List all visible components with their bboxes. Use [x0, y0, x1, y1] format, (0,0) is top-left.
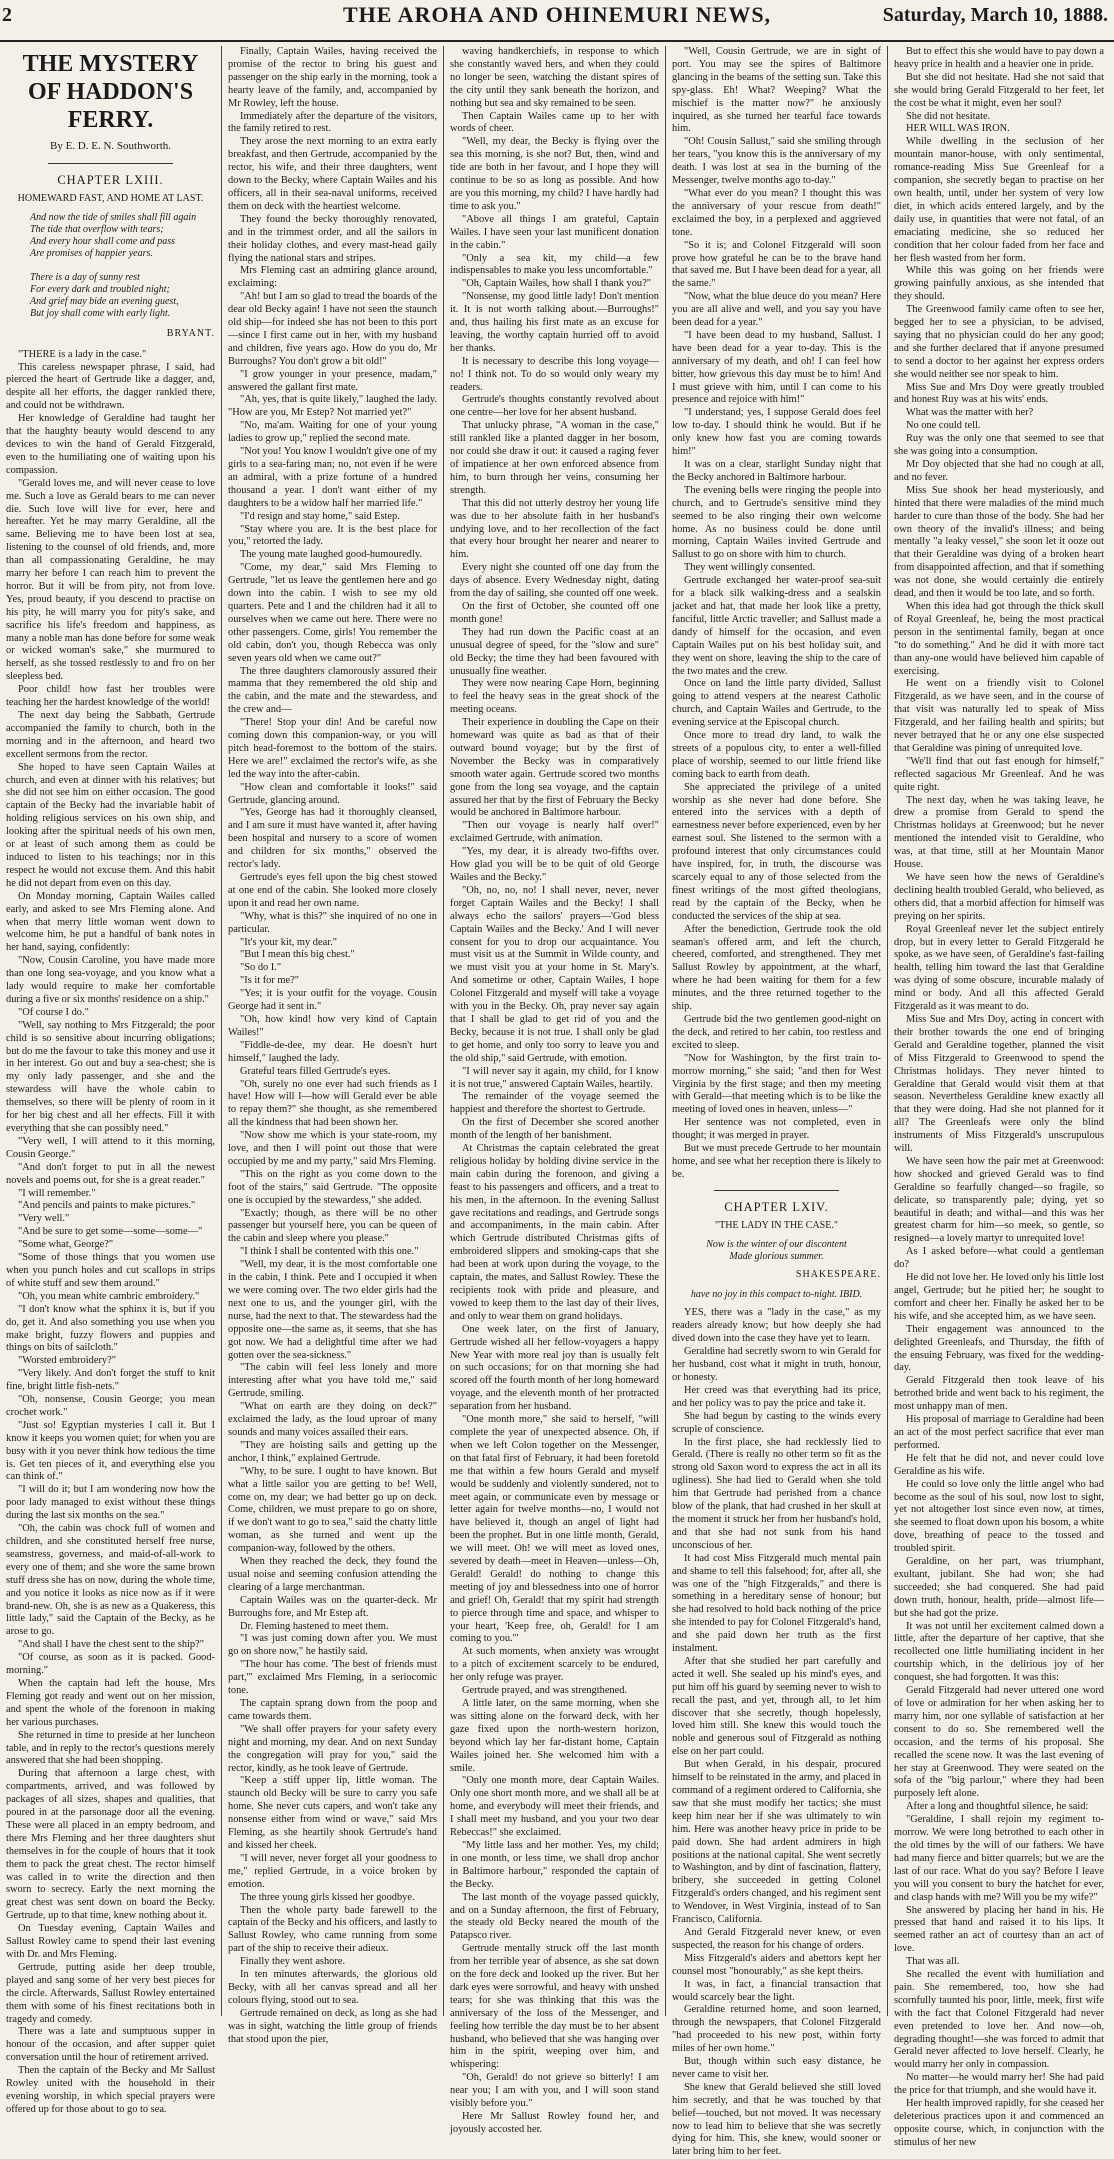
paragraph: The remainder of the voyage seemed the happiest and therefore the shortest to Gertrude. [450, 1091, 659, 1116]
paragraph: The next day being the Sabbath, Gertrude accompanied the family to church, both in the morning and in the afternoon, and heard two excellent sermons from the rector. [6, 710, 215, 760]
paragraph: While dwelling in the seclusion of her mountain manor-house, with only sentimental, romance-reading Miss Sue Greenleaf for a companion, she secretly began to practise on her own health, until, under her system of very low diet, in which acids entered largely, and by the daily use, in quantities that were not fatal, of an emaciating medicine, she so reduced her condition that her colour faded from her face and her flesh wasted from her form. [894, 136, 1104, 264]
paragraph: "Fiddle-de-dee, my dear. He doesn't hurt himself," laughed the lady. [228, 1039, 437, 1064]
paragraph: Poor child! how fast her troubles were teaching her the hardest knowledge of the world! [6, 684, 215, 709]
paragraph: After the benediction, Gertrude took the old seaman's offered arm, and left the church, cheered, comforted, and strengthened. They met Sallust Rowley by appointment, at the wharf, where he had been waiting for them for a few minutes, and the three returned together to the ship. [672, 923, 881, 1013]
column-3-body [450, 46, 659, 2137]
paragraph: Her sentence was not completed, even in thought; it was merged in prayer. [672, 1117, 881, 1142]
paragraph: That unlucky phrase, "A woman in the case," still rankled like a planted dagger in her bosom, nor could she draw it out: it caused a raging fever of impatience at her own enforced absence from him, to burn through her veins, consuming her strength. [450, 420, 659, 496]
paragraph: "Oh! Cousin Sallust," said she smiling through her tears, "you know this is the anniversary of my death. I was lost at sea in the burning of the Messenger, twelve months ago to-day." [672, 136, 881, 187]
paragraph: Immediately after the departure of the visitors, the family retired to rest. [228, 110, 437, 135]
paragraph: "Worsted embroidery?" [18, 1355, 116, 1367]
paragraph: "I think I shall be contented with this one." [240, 1246, 419, 1258]
paragraph: "Well, my dear, the Becky is flying over the sea this morning, is she not? But, then, wind and tide are both in her favour, and I hope they will continue to be so as long as possible. And how are you this morning, my child? I have hardly had time to ask you." [450, 136, 659, 212]
paragraph: "Only one month more, dear Captain Wailes. Only one short month more, and we shall all be at home, and everybody will meet their friends, and I shall meet my husband, and you your two dear Rebeccas!" she exclaimed. [450, 1775, 659, 1839]
paragraph: "I understand; yes, I suppose Gerald does feel low to-day. I should think he would. But if he only knew how fast you are coming towards him!" [672, 407, 881, 458]
paragraph: They arose the next morning to an extra early breakfast, and then Gertrude, accompanied by the rector, his wife, and their three daughters, went down to the Becky, where Captain Wailes and his officers, all in their sea-naval uniforms, received them on deck with the heartiest welcome. [228, 136, 437, 212]
paragraph: "The cabin will feel less lonely and more interesting after what you have told me," said Gertrude, smiling. [228, 1362, 437, 1400]
paragraph: She knew that Gerald believed she still loved him secretly, and that he was touched by that belief—touched, but not moved. It was necessary now to lead him to believe that she was secretly dying for him. This, she knew, would sooner or later bring him to her feet. [672, 2081, 881, 2158]
paragraph: "Now, what the blue deuce do you mean? Here you are all alive and well, and you say you have been dead for a year." [672, 291, 881, 329]
paragraph: "And shall I have the chest sent to the ship?" [18, 1639, 204, 1651]
paragraph: "I'd resign and stay home," said Estep. [240, 510, 400, 522]
paragraph: Once on land the little party divided, Sallust going to attend vespers at the nearest Catholic church, and Captain Wailes and Gertrude, to the evening service at the Episcopal church. [672, 678, 881, 729]
paragraph: When they reached the deck, they found the usual noise and seeming confusion attending the clearing of a large merchantman. [228, 1556, 437, 1593]
paragraph: But when Gerald, in his despair, procured himself to be reinstated in the army, and placed in command of a regiment ordered to California, she saw that she must modify her tactics; she must keep him near her if she was ultimately to win him. Here was another heavy price in pride to be paid down. She had ardent admirers in high positions at the national capital. She went secretly to Washington, and by dint of fascination, flattery, bribery, she succeeded in getting Colonel Fitzgerald's orders changed, and his regiment sent to Wendover, in West Virginia, instead of to San Francisco, California. [672, 1759, 881, 1926]
paragraph: "Oh, no, no, no! I shall never, never, never forget Captain Wailes and the Becky! I shall always echo the sailors' prayers—'God bless Captain Wailes and the Becky.' And I will never consent for you to drop our acquaintance. You must visit us at the Summit in Wilde county, and we must visit you at your home in St. Mary's. And sometime or other, Captain Wailes, I hope Colonel Fitzgerald and myself will take a voyage with you in the Becky. Oh, pray never say again that I shall be glad to get rid of you and the Becky, because it is not true. I shall only be glad to get home, and only too sorry to leave you and the old ship," said Gertrude, with emotion. [450, 884, 659, 1064]
chapter-64-body [672, 1307, 881, 2159]
paragraph: They found the becky thoroughly renovated, and in the trimmest order, and all the sailors in their holiday clothes, and every mast-head gaily flying the national stars and stripes. [228, 213, 437, 264]
paragraph: Geraldine returned home, and soon learned, through the newspapers, that Colonel Fitzgerald "had proceeded to his new post, within forty miles of her own home." [672, 2004, 881, 2055]
chapter-heading: CHAPTER LXIV. [724, 1199, 829, 1214]
paragraph: "Oh, how kind! how very kind of Captain Wailes!" [228, 1013, 437, 1038]
paragraph: The evening bells were ringing the people into church, and to Gertrude's sensitive mind they seemed to be also ringing their own welcome home. As no business could be done until morning, Captain Wailes invited Gertrude and Sallust to go on shore with him to church. [672, 484, 881, 561]
divider [714, 1190, 839, 1191]
paragraph: "What on earth are they doing on deck?" exclaimed the lady, as the loud uproar of many sounds and many voices assailed their ears. [228, 1401, 437, 1438]
paragraph: Miss Sue and Mrs Doy, acting in concert with their brother towards the one end of bringing Gerald and Geraldine together, planned the visit of Miss Fitzgerald to Greenwood to spend the Christmas holidays. They never hinted to Geraldine that Gerald would visit them at that season. Nevertheless Geraldine knew exactly all that they were doing. Had she not planned for it all? The Greenleafs were only the blind instruments of Miss Fitzgerald's unscrupulous will. [894, 1013, 1104, 1155]
paragraph: He did not love her. He loved only his little lost angel, Gertrude; but he pitied her; he sought to comfort and cheer her. Finally he asked her to be his wife, and she accepted him, as we have seen. [894, 1272, 1104, 1322]
paragraph: "Exactly; though, as there will be no other passenger but yourself here, you can be queen of the cabin and sleep where you please." [228, 1207, 437, 1245]
paragraph: Mr Doy objected that she had no cough at all, and no fever. [894, 459, 1104, 483]
page-number: 2 [2, 4, 12, 26]
paragraph: Finally they went ashore. [240, 1956, 346, 1968]
paragraph: Finally, Captain Wailes, having received the promise of the rector to bring his guest and passenger on the ship early in the morning, took a hearty leave of the family, and, accompanied by Mr Rowley, left the house. [228, 46, 437, 109]
paragraph: He felt that he did not, and never could love Geraldine as his wife. [894, 1452, 1104, 1477]
paragraph: Royal Greenleaf never let the subject entirely drop, but in every letter to Gerald Fitzgerald he spoke, as we have seen, of Geraldine's fast-failing health, telling him toward the last that Geraldine was dying of some obscure, incurable malady of mind or body. And all this affected Gerald Fitzgerald as it was meant to do. [894, 923, 1104, 1013]
column-3 [444, 46, 666, 2135]
paragraph: That was all. [906, 1956, 960, 1968]
paragraph: "We'll find that out fast enough for himself," reflected sagacious Mr Greenleaf. And he was quite right. [894, 755, 1104, 793]
paragraph: What was the matter with her? [906, 407, 1034, 419]
paragraph: "Oh, nonsense, Cousin George; you mean crochet work." [6, 1394, 215, 1418]
paragraph: At Christmas the captain celebrated the great religious holiday by holding divine service in the main cabin during the forenoon, and giving a feast to his passengers and officers, and a treat to his men, in the afternoon. In the evening Sallust gave recitations and readings, and Gertrude songs and accompaniments, in the main cabin. After which Gertrude distributed Christmas gifts of embroidered slippers and smoking-caps that she had been at work upon during the voyage, to the captain, the mates, and Sallust Rowley. These the recipients took with pride and pleasure, and vowed to keep them to the last day of their lives, and only to wear them on grand holidays. [450, 1143, 659, 1322]
paragraph: The Greenwood family came often to see her, begged her to see a physician, to be advised, saying that no physician could do her any good; and she further declared that if anyone presumed to send a doctor to her against her express orders she would neither see nor speak to him. [894, 304, 1104, 380]
paragraph: "Now for Washington, by the first train to-morrow morning," she said; "and then for West Virginia by the first stage; and then my meeting with Gerald—that meeting which is to be like the meeting of loved ones in heaven, unless—" [672, 1052, 881, 1116]
paragraph: It had cost Miss Fitzgerald much mental pain and shame to tell this falsehood; for, after all, she was one of the "high Fitzgeralds," and there is something in a hereditary sense of honour; but she had resolved to hold back nothing of the price she intended to pay for Colonel Fitzgerald's hand, and she paid down her truth as the first instalment. [672, 1552, 881, 1655]
paragraph: A little later, on the same morning, when she was sitting alone on the forward deck, with her gaze fixed upon the north-western horizon, beyond which lay her far-distant home, Captain Wailes joined her. She welcomed him with a smile. [450, 1698, 659, 1774]
newspaper-title: THE AROHA AND OHINEMURI NEWS, [342, 2, 772, 27]
paragraph: She hoped to have seen Captain Wailes at church, and even at dinner with his relatives; but she did not see him on either occasion. The good captain of the Becky had the invariable habit of holding religious services on his own ship, and looking after the spiritual needs of his own men, or at least of such among them as could be induced to listen to his teachings; nor in this respect he would not excuse them. And this habit he did not depart from even on this day. [6, 761, 215, 889]
paragraph: "Well, Cousin Gertrude, we are in sight of port. You may see the spires of Baltimore glancing in the beams of the setting sun. Take this spy-glass. Eh! What? Weeping? What the mischief is the matter now?" he anxiously inquired, as she turned her tearful face towards him. [672, 46, 881, 135]
paragraph: Then the whole party bade farewell to the captain of the Becky and his officers, and lastly to Sallust Rowley, who came running from some part of the ship to receive their adieux. [228, 1904, 437, 1955]
paragraph: She answered by placing her hand in his. He pressed that hand and raised it to his lips. It seemed rather an act of courtesy than an act of love. [894, 1904, 1104, 1955]
paragraph: "And be sure to get some—some—some—" [18, 1226, 203, 1238]
paragraph: "Not you! You know I wouldn't give one of my girls to a sea-faring man; no, not even if he were an admiral, with a prize fortune of a hundred thousand a year. I don't want either of my daughters to be a widow half her married life." [228, 446, 437, 509]
paragraph: She returned in time to preside at her luncheon table, and in reply to the rector's questions merely answered that she had been shopping. [6, 1729, 215, 1767]
paragraph: "Then our voyage is nearly half over!" exclaimed Gertrude, with animation. [450, 820, 659, 845]
paragraph: Her knowledge of Geraldine had taught her that the haughty beauty would descend to any devices to win the hand of Gerald Fitzgerald, even to the humiliating one of waiting upon his compassion. [6, 413, 215, 476]
paragraph: That this did not utterly destroy her young life was due to her absolute faith in her husband's undying love, and to her recollection of the fact that every hour brought her nearer and nearer to him. [450, 497, 659, 561]
paragraph: She did not hesitate. [906, 110, 991, 122]
paragraph: "Ah! but I am so glad to tread the boards of the dear old Becky again! I have not seen the staunch old ship—for indeed she has not been to this port—since I first came out in her, with my husband and children, five years ago. How do you do, Mr Burroughs? You don't grow a bit old!" [228, 291, 437, 367]
paragraph: "Now, Cousin Caroline, you have made more than one long sea-voyage, and you know what a lady would require to make her comfortable during a five or six months' residence on a ship." [6, 955, 215, 1005]
paragraph: "No, ma'am. Waiting for one of your young ladies to grow up," replied the second mate. [228, 420, 437, 445]
paragraph: But she did not hesitate. Had she not said that she would bring Gerald Fitzgerald to her feet, let the cost be what it might, even her soul? [894, 71, 1104, 109]
paragraph: The last month of the voyage passed quickly, and on a Sunday afternoon, the first of February, the steady old Becky neared the mouth of the Patapsco river. [450, 1891, 659, 1942]
paragraph: "But I mean this big chest." [240, 949, 355, 961]
paragraph: Dr. Fleming hastened to meet them. [240, 1620, 389, 1632]
paragraph: YES, there was a "lady in the case," as my readers already know; but how deeply she had dived down into the case they have yet to learn. [672, 1307, 881, 1345]
paragraph: "This on the right as you come down to the foot of the stairs," said Gertrude. "The opposite one is occupied by the stewardess," she added. [228, 1168, 437, 1206]
column-1 [0, 46, 222, 2115]
paragraph: Gertrude's eyes fell upon the big chest stowed at one end of the cabin. She looked more closely upon it and read her own name. [228, 872, 437, 909]
paragraph: Miss Sue shook her head mysteriously, and hinted that there were maladies of the mind much harder to cure than those of the body. She had her own theory of the invalid's illness; and being mentally "a leaky vessel," she soon let it ooze out that their Geraldine was dying of a broken heart from disappointed affection, and that if something was not done, she would certainly die entirely dead, and then it would be too late, and so forth. [894, 484, 1104, 600]
column-1-body [6, 349, 215, 2117]
paragraph: But, though within such easy distance, he never came to visit her. [672, 2056, 881, 2080]
paragraph: waving handkerchiefs, in response to which she constantly waved hers, and when they could no longer be seen, watching the distant spires of the city until they sank beneath the horizon, and nothing but sea and sky remained to be seen. [450, 46, 659, 109]
paragraph: The three young girls kissed her goodbye. [240, 1891, 415, 1903]
paragraph: "Keep a stiff upper lip, little woman. The staunch old Becky will be sure to carry you safe home. She never cuts capers, and won't take any nonsense either from wind or wave," said Mrs Fleming, as she heartily shook Gertrude's hand and kissed her cheek. [228, 1775, 437, 1851]
paragraph: "Of course I do." [18, 1006, 89, 1018]
byline: By E. D. E. N. Southworth. [50, 140, 171, 152]
paragraph: Gertrude mentally struck off the last month from her terrible year of absence, as she sat down on the fore deck and looked up the river. But her dark eyes were sorrowful, and heavy with unshed tears; for she was thinking that this was the anniversary of the loss of the Messenger, and feeling how terrible the day must be to her absent husband, who believed that she was hanging over him in the spirit, weeping over him, and whispering: [450, 1943, 659, 2071]
quote-author: SHAKESPEARE. [795, 1268, 881, 1280]
paragraph: Here Mr Sallust Rowley found her, and joyously accosted her. [450, 2111, 659, 2135]
paragraph: Gertrude, putting aside her deep trouble, played and sang some of her very best pieces for the circle. Afterwards, Sallust Rowley entertained them with some of his finest recitations both in tragedy and comedy. [6, 1961, 215, 2025]
columns [0, 46, 1114, 2158]
column-5-body [894, 46, 1104, 2150]
paragraph: "Some what, George?" [18, 1239, 114, 1251]
paragraph: As I asked before—what could a gentleman do? [894, 1246, 1104, 1271]
paragraph: Gertrude's thoughts constantly revolved about one centre—her love for her absent husband. [450, 394, 659, 419]
paragraph: "We shall offer prayers for your safety every night and morning, my dear. And on next Sunday the congregation will pray for you," said the rector, kindly, as he took leave of Gertrude. [228, 1723, 437, 1774]
paragraph: Every night she counted off one day from the days of absence. Every Wednesday night, dating from the day of sailing, she counted off one week. [450, 562, 659, 600]
paragraph: "Ah, yes, that is quite likely," laughed the lady. "How are you, Mr Estep? Not married yet?" [228, 394, 437, 419]
paragraph: Ruy was the only one that seemed to see that she was going into a consumption. [894, 433, 1104, 458]
paragraph: "Just so! Egyptian mysteries I call it. But I know it keeps you women quiet; for when you are busy with it you never think how tedious the time is. Get ten pieces of it, and everything else you can think of." [6, 1419, 215, 1483]
paragraph: "The hour has come. 'The best of friends must part,'" exclaimed Mrs Fleming, in a seriocomic tone. [228, 1659, 437, 1697]
chapter-subhead: HOMEWARD FAST, AND HOME AT LAST. [17, 192, 204, 204]
paragraph: "And don't forget to put in all the newest novels and poems out, for she is a great reader." [6, 1161, 215, 1186]
paragraph: He could so love only the little angel who had become as the soul of his soul, now lost to sight, yet not altogether lost since even now, at times, she seemed to float down upon his bosom, a white dove, breathing of peace to the tossed and troubled spirit. [894, 1478, 1104, 1555]
paragraph: "Yes; it is your outfit for the voyage. Cousin George had it sent in." [228, 988, 437, 1013]
paragraph: Then the captain of the Becky and Mr Sallust Rowley united with the household in their evening worship, in which special prayers were offered up for those about to go to sea. [6, 2065, 215, 2115]
paragraph: The three daughters clamorously assured their mamma that they remembered the old ship and the cabin, and the mate and the stewardess, and the crew and— [228, 665, 437, 716]
paragraph: He went on a friendly visit to Colonel Fitzgerald, as we have seen, and in the course of that visit was naturally led to speak of Miss Fitzgerald, and her failing health and spirits; but never betrayed that he or any one else suspected that Geraldine was pining of unrequited love. [894, 678, 1104, 754]
paragraph: They had run down the Pacific coast at an unusual degree of speed, for the "slow and sure" old Becky; the time they had been favoured with unusually fine weather. [450, 626, 659, 677]
paragraph: One week later, on the first of January, Gertrude wished all her fellow-voyagers a happy New Year with more real joy than is usually felt on such occasions; for on that morning she had scored off the fourth month of her long homeward voyage, and the eleventh month of her protracted separation from her husband. [450, 1323, 659, 1413]
paragraph: "Oh, you mean white cambric embroidery." [18, 1290, 200, 1302]
column-5 [888, 46, 1110, 2148]
paragraph: "How clean and comfortable it looks!" said Gertrude, glancing around. [228, 781, 437, 806]
paragraph: "Well, my dear, it is the most comfortable one in the cabin, I think. Pete and I occupied it when we were coming over. The two elder girls had the next one to us, and the younger girl, with the nurse, had the next to that. The stewardess had the opposite one—the same as, it seems, that she has got now. We had a delightful time after we had gotten over the sea-sickness." [228, 1259, 438, 1361]
paragraph: No matter—he would marry her! She had paid the price for that triumph, and she would have it. [894, 2072, 1104, 2097]
paragraph: "Is it for me?" [240, 975, 299, 987]
paragraph: In the first place, she had recklessly lied to Gerald. (There is really no other term so fit as the strong old Saxon word to express the act in all its ugliness). She had lied to Gerald when she told him that Gertrude had perished from a chance blow of the plank, that had crushed in her skull at the moment it struck her from her husband's hold, and that she had not sunk from his hand unconscious of her. [672, 1436, 881, 1551]
paragraph: Captain Wailes was on the quarter-deck. Mr Burroughs fore, and Mr Estep aft. [228, 1594, 437, 1619]
paragraph: It was, in fact, a financial transaction that would scarcely bear the light. [672, 1978, 881, 2003]
paragraph: At such moments, when anxiety was wrought to a pitch of excitement scarcely to be endured, her only refuge was prayer. [450, 1646, 659, 1684]
paragraph: We have seen how the pair met at Greenwood: how shocked and grieved Gerald was to find Geraldine so fearfully changed—so fragile, so delicate, so transparently pale; dying, yet so beautiful in death; and withal—and this was her greatest charm for him—so meek, so gentle, so resigned—a lovely martyr to unrequited love! [894, 1155, 1104, 1245]
paragraph: Geraldine had secretly sworn to win Gerald for her husband, cost what it might in truth, honour, or honesty. [672, 1346, 881, 1383]
paragraph: It is necessary to describe this long voyage—no! I think not. To do so would only weary my readers. [450, 355, 659, 393]
paragraph: "So do I." [240, 962, 282, 974]
paragraph: "What ever do you mean? I thought this was the anniversary of your rescue from death!" exclaimed the boy, in a perplexed and aggrieved tone. [672, 187, 881, 238]
paragraph: They went willingly consented. [684, 562, 816, 574]
verse-author: BRYANT. [166, 327, 215, 339]
paragraph: On the first of October, she counted off one month gone! [450, 600, 659, 625]
paragraph: She recalled the event with humiliation and pain. She remembered, too, how she had scornfully taunted his poor, little, meek, first wife with the fact that Colonel Fitzgerald had never even pretended to love her. And now—oh, degrading thought!—she was forced to admit that Gerald never affected to love herself. Clearly, he would marry her only in compassion. [894, 1969, 1104, 2071]
paragraph: "So it is; and Colonel Fitzgerald will soon prove how grateful he can be to the brave hand that saved me. But I have been dead for a year, all the same." [672, 239, 881, 290]
paragraph: "I will remember." [18, 1187, 96, 1199]
paragraph: Miss Fitzgerald's aiders and abettors kept her counsel most "honourably," as she kept theirs. [672, 1952, 881, 1977]
paragraph: His proposal of marriage to Geraldine had been an act of the most perfect sacrifice that ever man performed. [894, 1414, 1104, 1451]
paragraph: The captain sprang down from the poop and came towards them. [228, 1698, 437, 1722]
paragraph: "I will never say it again, my child, for I know it is not true," answered Captain Wailes, heartily. [450, 1065, 659, 1090]
paragraph: "Of course, as soon as it is packed. Good-morning." [6, 1652, 215, 1677]
paragraph: Gertrude bid the two gentlemen good-night on the deck, and retired to her cabin, too restless and excited to sleep. [672, 1013, 881, 1051]
masthead [0, 0, 1114, 42]
paragraph: She appreciated the privilege of a united worship as she never had done before. She entered into the services with a depth of earnestness never before experienced, even by her earnest soul. She listened to the sermon with a profound interest that only circumstances could have inspired, for, in truth, the discourse was scarcely equal to any of those selected from the finest writings of the most gifted theologians, read by the captain of the Becky, when he conducted the services of the ship at sea. [672, 781, 881, 922]
paragraph: "I will never, never forget all your goodness to me," replied Gertrude, in a voice broken by emotion. [228, 1852, 437, 1890]
paragraph: "Only a sea kit, my child—a few indispensables to make you less uncomfortable." [450, 252, 659, 277]
paragraph: Gertrude remained on deck, as long as she had was in sight, watching the little group of friends that stood upon the pier, [228, 2007, 437, 2045]
paragraph: The next day, when he was taking leave, he drew a promise from Gerald to spend the Christmas holidays at Greenwood; but he never mentioned the intended visit to Geraldine, who was, at that time, still at her Mountain Manor House. [894, 794, 1104, 871]
paragraph: "THERE is a lady in the case." [18, 348, 147, 360]
paragraph: "Now show me which is your state-room, my love, and then I will point out those that were occupied by me and my party," said Mrs Fleming. [228, 1130, 437, 1167]
paragraph: She had begun by casting to the winds every scruple of conscience. [672, 1410, 881, 1435]
paragraph: Then Captain Wailes came up to her with words of cheer. [450, 110, 659, 135]
paragraph: "I was just coming down after you. We must go on shore now," he hastily said. [228, 1633, 437, 1658]
paragraph: While this was going on her friends were growing painfully anxious, as she intended that they should. [894, 265, 1104, 303]
paragraph: "Nonsense, my good little lady! Don't mention it. It is not worth talking about.—Burroughs!" and, thus hailing his first mate as an excuse for leaving, the worthy captain hurried off to avoid her thanks. [450, 291, 659, 354]
paragraph: Their engagement was announced to the delighted Greenleafs, and Thursday, the fifth of the ensuing February, was fixed for the wedding-day. [894, 1323, 1104, 1374]
divider [48, 163, 173, 164]
paragraph: "Above all things I am grateful, Captain Wailes. I have seen your last munificent donation in the cabin." [450, 213, 659, 251]
paragraph: "Oh, Captain Wailes, how shall I thank you?" [462, 278, 651, 290]
paragraph: Mrs Fleming cast an admiring glance around, exclaiming: [228, 265, 437, 290]
paragraph: After a long and thoughtful silence, he said: [906, 1801, 1089, 1813]
paragraph: "There! Stop your din! And be careful now coming down this companion-way, or you will pitch head-foremost to the bottom of the stairs. Here we are!" exclaimed the rector's wife, as she led the way into the after-cabin. [228, 717, 437, 780]
chapter-verse: And now the tide of smiles shall fill again The tide that overflow with tears; And every hour shall come and pass Are promises of happier years. There is a day of sunny rest For every dark and troubled night; And grief may bide an evening guest, But joy shall come with early light. [30, 211, 197, 319]
paragraph: "Oh, surely no one ever had such friends as I have! How will I—how will Gerald ever be able to repay them?" she thought, as she remembered all the kindness that had been shown her. [228, 1078, 437, 1129]
story-title: THE MYSTERY OF HADDON'S FERRY. [22, 51, 199, 133]
paragraph: "Very well." [18, 1213, 70, 1225]
chapter-quote-2: have no joy in this compact to-night. IBID. [690, 1289, 863, 1301]
paragraph: Once more to tread dry land, to walk the streets of a populous city, to enter a well-filled place of worship, seemed to our little friend like coming back to earth from death. [672, 730, 881, 780]
column-4 [666, 46, 888, 2158]
paragraph: "I grow younger in your presence, madam," answered the gallant first mate. [228, 368, 437, 393]
paragraph: "Oh, Gerald! do not grieve so bitterly! I am near you; I am with you, and I will soon stand visibly before you." [450, 2072, 659, 2110]
paragraph: "Gerald loves me, and will never cease to love me. Such a love as Gerald bears to me can never die. Such love will live for ever, here and hereafter. Yet he may marry Geraldine, all the same. Believing me to have been lost at sea, listening to the counsel of old friends, and, more than all compassionating Geraldine, he may marry her before I can reach him to prevent the horror. But it will be from pity, not from love. Yes, proud beauty, if you descend to practise on his pity, he will marry you for pity's sake, and sacrifice his life's freedom and happiness, as many a noble man has done before for some weak or wicked woman's sake," she murmured to herself, as she tossed restlessly to and fro on her sleepless bed. [6, 477, 215, 683]
paragraph: "One month more," she said to herself, "will complete the year of unexpected absence. Oh, if when we left Colon together on the Messenger, on that fatal first of February, it had been foretold me that within a few hours Gerald and myself would be suddenly and violently sundered, not to meet again, or communicate even by message or letter again for twelve months—no, I would not have believed it, though an angel of light had been the prophet. But in one little month, Gerald, we will meet. Oh! we will meet as loved ones, severed by death—meet in Heaven—unless—Oh, Gerald! Gerald! do nothing to change this meeting of joy and blessedness into one of horror and grief! Oh, Gerald! that my spirit had strength to pierce through time and space, and whisper to your heart, 'Keep free, oh, Gerald! for I am coming to you.'" [450, 1414, 659, 1645]
paragraph: In ten minutes afterwards, the glorious old Becky, with all her canvas spread and all her colours flying, stood out to sea. [228, 1969, 437, 2006]
paragraph: "Yes, George has had it thoroughly cleansed, and I am sure it must have wanted it, after having been hospital and nursery to a score of women and children for six months," observed the rector's lady. [228, 807, 437, 871]
paragraph: There was a late and sumptuous supper in honour of the occasion, and after supper quiet conversation until the hour of retirement arrived. [6, 2026, 215, 2064]
paragraph: We have seen how the news of Geraldine's declining health troubled Gerald, who believed, as others did, that a morbid affection for himself was preying on her spirits. [894, 872, 1104, 922]
paragraph: "Yes, my dear, it is already two-fifths over. How glad you will be to be quit of old George Wailes and the Becky." [450, 846, 659, 883]
chapter-subhead: "THE LADY IN THE CASE." [715, 1219, 838, 1231]
paragraph: When this idea had got through the thick skull of Royal Greenleaf, he, being the most practical person in the sentimental family, began at once "to do something." And he did it with more tact than any-one would have believed him capable of exercising. [894, 600, 1104, 677]
paragraph: Miss Sue and Mrs Doy were greatly troubled and honest Ruy was at his wits' ends. [894, 381, 1104, 406]
paragraph: On Tuesday evening, Captain Wailes and Sallust Rowley came to spend their last evening with Dr. and Mrs Fleming. [6, 1923, 215, 1960]
paragraph: This careless newspaper phrase, I said, had pierced the heart of Gertrude like a dagger, and, despite all her efforts, the dagger rankled there, and could not be withdrawn. [6, 361, 215, 412]
paragraph: Their experience in doubling the Cape on their homeward was quite as bad as that of their outward bound voyage; but by the first of November the Becky was in comparatively smooth water again. Gertrude scored two months gone from the long sea voyage, and the captain assured her that by the first of February the Becky would be anchored in Baltimore harbour. [450, 717, 659, 819]
paragraph: "I have been dead to my husband, Sallust. I have been dead for a year to-day. This is the anniversary of my death, and oh! I can feel how bitter, how grievous this day must be to him! And I must grieve with him, until I can come to his presence and rejoice with him!" [672, 329, 881, 406]
paragraph: "Why, to be sure. I ought to have known. But what a little sailor you are getting to be! Well, come on, my dear; we had better go up on deck. Come, children, we must prepare to go on shore, if we don't want to go to sea," said the chatty little woman, as she turned and went up the companion-way, followed by the others. [228, 1465, 437, 1555]
paragraph: And Gerald Fitzgerald never knew, or even suspected, the reason for his change of orders. [672, 1926, 881, 1951]
paragraph: Gertrude prayed, and was strengthened. [462, 1685, 628, 1697]
paragraph: "Stay where you are. It is the best place for you," retorted the lady. [228, 523, 437, 548]
paragraph: Grateful tears filled Gertrude's eyes. [240, 1065, 391, 1077]
paragraph: "They are hoisting sails and getting up the anchor, I think," explained Gertrude. [228, 1439, 437, 1464]
paragraph: "My little lass and her mother. Yes, my child; in one month, or less time, we shall drop anchor in Baltimore harbour," responded the captain of the Becky. [450, 1839, 659, 1890]
paragraph: The young mate laughed good-humouredly. [240, 549, 422, 561]
paragraph: "And pencils and paints to make pictures." [18, 1200, 196, 1212]
paragraph: After that she studied her part carefully and acted it well. She sealed up his mind's eyes, and put him off his guard by seeming never to wish to recall the past, and yet, through all, to let him discover that she secretly, though hopelessly, loved him still. She knew this would touch the noble and generous soul of Fitzgerald as nothing else on her part could. [672, 1655, 881, 1758]
paragraph: It was on a clear, starlight Sunday night that the Becky anchored in Baltimore harbour. [672, 459, 881, 483]
paragraph: On the first of December she scored another month of the length of her banishment. [450, 1117, 659, 1142]
chapter-heading: CHAPTER LXIII. [57, 172, 164, 187]
chapter-quote: Now is the winter of our discontent Made glorious summer. [706, 1238, 847, 1262]
paragraph: It was not until her excitement calmed down a little, after the departure of her captive, that she recollected one little humiliating incident in her courtship which, in the delirious joy of her conquest, she had forgotten. It was this: [894, 1620, 1104, 1684]
paragraph: They were now nearing Cape Horn, beginning to feel the heavy seas in the great shock of the meeting oceans. [450, 678, 659, 716]
column-2-body [228, 46, 437, 2046]
column-2 [222, 46, 444, 2045]
paragraph: HER WILL WAS IRON. [906, 123, 1010, 135]
paragraph: "Well, say nothing to Mrs Fitzgerald; the poor child is so sensitive about incurring obligations; but do me the favour to take this money and use it in her interest. Go out and buy a sea-chest; she is my only lady passenger, and she and the stewardess will have the whole cabin to themselves, so there will be plenty of room in it for her big chest and all her effects. Fill it with everything that she can possibly need." [6, 1019, 215, 1134]
paragraph: When the captain had left the house, Mrs Fleming got ready and went out on her mission, and spent the whole of the forenoon in making her various purchases. [6, 1677, 215, 1728]
paragraph: "Very well, I will attend to it this morning, Cousin George." [6, 1135, 215, 1160]
paragraph: "Some of those things that you women use when you punch holes and cut scallops in strips of white stuff and sew them around." [6, 1252, 215, 1289]
paragraph: Her health improved rapidly, for she ceased her deleterious practices upon it and commenced an opposite course, which, in conjunction with the stimulus of her new [894, 2098, 1104, 2148]
paragraph: "Very likely. And don't forget the stuff to knit fine, bright little fish-nets." [6, 1368, 215, 1393]
paragraph: Gerald Fitzgerald had never uttered one word of love or admiration for her when asking her to marry him, nor one syllable of satisfaction at her consent to do so. She remembered well the occasion, and the terms of his proposal. She recalled the scene now. It was the last evening of her stay at Greenwood. They were seated on the sofa of the "big parlour," where they had been purposely left alone. [894, 1685, 1104, 1800]
paragraph: Her creed was that everything had its price, and her policy was to pay the price and take it. [672, 1384, 881, 1409]
column-4-body [672, 46, 881, 1182]
paragraph: Gertrude exchanged her water-proof sea-suit for a black silk walking-dress and a sealskin jacket and hat, that made her look like a pretty, fanciful, little Arctic traveller; and Sallust made a dandy of himself for the occasion, and even Captain Wailes put on his best holiday suit, and they went on shore, leaving the ship to the care of the two mates and the crew. [672, 575, 881, 677]
paragraph: "Come, my dear," said Mrs Fleming to Gertrude, "let us leave the gentlemen here and go down into the cabin. I wish to see my old quarters. Pete and I and the children had it all to ourselves when we came out here. There were no other passengers. Come, girls! You remember the old cabin, don't you, though Rebecca was only seven years old when we came out?" [228, 562, 437, 664]
paragraph: Geraldine, on her part, was triumphant, exultant, jubilant. She had won; she had succeeded; she had conquered. She had paid down truth, honour, health, pride—almost life—but she had got the prize. [894, 1556, 1104, 1619]
paragraph: No one could tell. [906, 420, 981, 432]
paragraph: On Monday morning, Captain Wailes called early, and asked to see Mrs Fleming alone. And when that merry little woman went down to welcome him, he put a handful of bank notes in her hand, saying, confidently: [6, 890, 215, 954]
paragraph: But we must precede Gertrude to her mountain home, and see what her reception there is likely to be. [672, 1143, 881, 1180]
paragraph: "Why, what is this?" she inquired of no one in particular. [228, 910, 437, 935]
paragraph: "I don't know what the sphinx it is, but if you do, get it. And also something you use when you make bright, fuzzy flowers and puppies and things on bits of sailcloth." [6, 1303, 215, 1354]
paragraph: "It's your kit, my dear." [240, 936, 337, 948]
paragraph: During that afternoon a large chest, with compartments, arrived, and was followed by packages of all sizes, shapes and qualities, that poured in at the parsonage door all the evening. These were all placed in an empty bedroom, and there Mrs Fleming and her three daughters shut themselves in for the couple of hours that it took them to pack the great chest. The rector himself was called in to write the direction and then sworn to secrecy. Early the next morning the great chest was sent down on board the Becky. Gertrude, up to that time, knew nothing about it. [6, 1768, 215, 1922]
paragraph: "I will do it; but I am wondering now how the poor lady managed to exist without these things during the last six months on the sea." [6, 1484, 215, 1522]
paragraph: Gerald Fitzgerald then took leave of his betrothed bride and went back to his regiment, the most unhappy man of men. [894, 1375, 1104, 1413]
paragraph: But to effect this she would have to pay down a heavy price in health and a heavier one in pride. [894, 46, 1104, 70]
paragraph: "Geraldine, I shall rejoin my regiment to-morrow. We were long betrothed to each other in the old times by the will of our fathers. We have had many fierce and bitter quarrels; but we are the last of our race. What do you say? Before I leave you will you consent to bury the hatchet for ever, and clasp hands with me? Will you be my wife?" [894, 1814, 1104, 1903]
issue-date: Saturday, March 10, 1888. [882, 4, 1108, 26]
paragraph: "Oh, the cabin was chock full of women and children, and she constituted herself free nurse, seamstress, governess, and maid-of-all-work to every one of them; and she wore the same brown stuff dress she has on now, during the whole time, and you notice it looks as nice now as if it were brand-new. Oh, she is as new as a Quakeress, this little lady," said the Captain of the Becky, as he arose to go. [6, 1523, 215, 1638]
